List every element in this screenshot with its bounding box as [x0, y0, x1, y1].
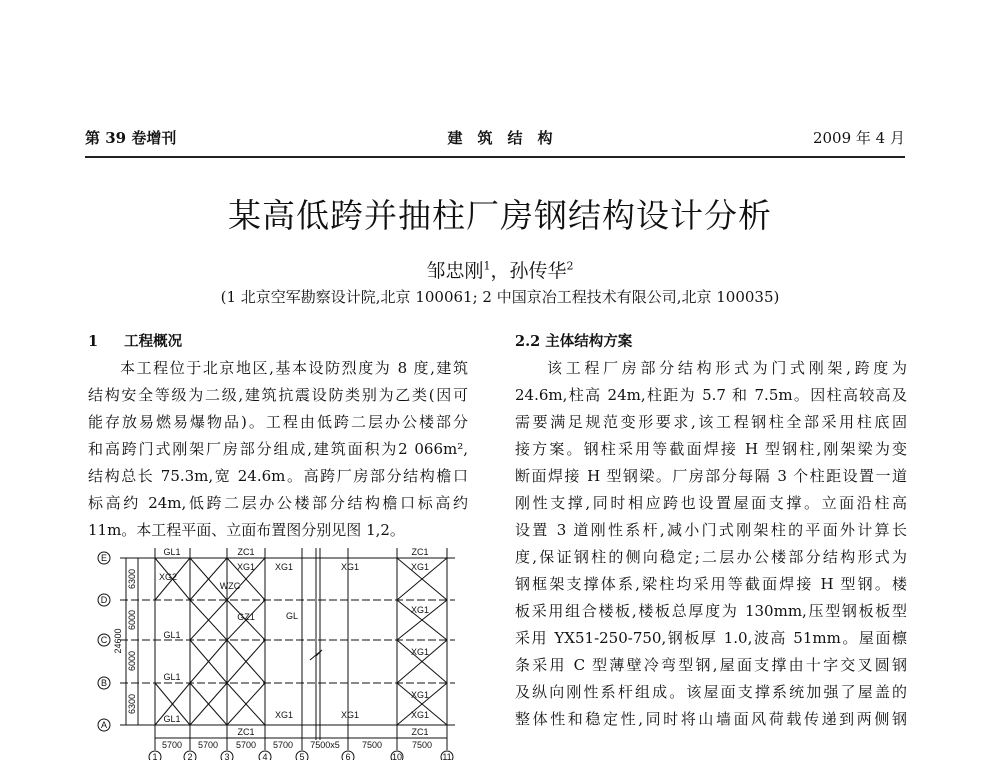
- paragraph-line: 度,保证钢柱的侧向稳定;二层办公楼部分结构形式为: [515, 548, 907, 566]
- member-label: ZC1: [411, 727, 429, 737]
- row-axis-label: B: [100, 678, 108, 688]
- paragraph-line: 24.6m,柱高 24m,柱距为 5.7 和 7.5m。因柱高较高及: [515, 386, 907, 404]
- paragraph-line: 结构安全等级为二级,建筑抗震设防类别为乙类(因可: [88, 386, 468, 404]
- column-dimension: 7500x5: [310, 740, 340, 750]
- column-axis-label: 1: [152, 752, 158, 760]
- member-label: GZ1: [237, 612, 255, 622]
- paper-title: 某高低跨并抽柱厂房钢结构设计分析: [228, 196, 772, 235]
- member-label: GL: [285, 611, 299, 621]
- paragraph-line: 设置 3 道刚性系杆,减小门式刚架柱的平面外计算长: [515, 521, 907, 539]
- member-label: XG1: [410, 690, 430, 700]
- author-1-affil: 1: [483, 259, 491, 273]
- member-label: XG1: [236, 562, 256, 572]
- paragraph-line: 刚性支撑,同时相应跨也设置屋面支撑。立面沿柱高: [515, 494, 907, 512]
- row-axis-label: D: [100, 595, 108, 605]
- column-axis-label: 6: [345, 752, 351, 760]
- member-label: XG1: [410, 605, 430, 615]
- section-heading: 2.2 主体结构方案: [515, 333, 633, 350]
- author-separator: ，: [490, 260, 510, 282]
- author-2-affil: 2: [566, 259, 574, 273]
- paragraph-line: 结构总长 75.3m,宽 24.6m。高跨厂房部分结构檐口: [88, 467, 468, 485]
- member-label: XG1: [274, 562, 294, 572]
- journal-name: 建 筑 结 构: [447, 129, 553, 147]
- paragraph-line: 标高约 24m,低跨二层办公楼部分结构檐口标高约: [88, 494, 468, 512]
- column-axis-label: 3: [224, 752, 230, 760]
- row-axis-label: C: [100, 635, 108, 645]
- paragraph-line: 和高跨门式刚架厂房部分组成,建筑面积为2 066m²,: [88, 440, 468, 458]
- paragraph-line: 能存放易燃易爆物品)。工程由低跨二层办公楼部分: [88, 413, 468, 431]
- row-dimension: 6000: [127, 609, 137, 631]
- paragraph-line: 钢框架支撑体系,梁柱均采用等截面焊接 H 型钢。楼: [515, 575, 907, 593]
- column-axis-label: 2: [187, 752, 193, 760]
- paragraph-line: 整体性和稳定性,同时将山墙面风荷载传递到两侧钢: [515, 710, 907, 728]
- member-label: XG1: [410, 710, 430, 720]
- column-dimension: 7500: [411, 740, 433, 750]
- row-dimension: 6000: [127, 650, 137, 672]
- column-axis-label: 10: [391, 752, 403, 760]
- author-1: 邹忠刚: [426, 260, 484, 282]
- column-dimension: 5700: [161, 740, 183, 750]
- journal-volume: 第 39 卷增刊: [85, 129, 177, 147]
- column-dimension: 5700: [272, 740, 294, 750]
- row-axis-label: A: [100, 720, 108, 730]
- row-dimension: 6300: [127, 693, 137, 715]
- member-label: GL1: [163, 547, 181, 557]
- member-label: XG1: [340, 710, 360, 720]
- paragraph-line: 采用 YX51-250-750,钢板厚 1.0,波高 51mm。屋面檩: [515, 629, 907, 647]
- member-label: XG1: [410, 647, 430, 657]
- member-label: GL1: [163, 630, 181, 640]
- member-label: ZC1: [237, 727, 255, 737]
- author-2: 孙传华: [509, 260, 567, 282]
- member-label: GL1: [163, 672, 181, 682]
- paragraph-line: 该工程厂房部分结构形式为门式刚架,跨度为: [547, 359, 907, 377]
- paragraph-line: 板采用组合楼板,楼板总厚度为 130mm,压型钢板板型: [515, 602, 907, 620]
- member-label: WZC: [219, 581, 241, 591]
- row-axis-label: E: [100, 553, 108, 563]
- affiliations: (1 北京空军勘察设计院,北京 100061; 2 中国京冶工程技术有限公司,北京 100035): [220, 288, 780, 306]
- section-title: 工程概况: [124, 333, 183, 350]
- paragraph-line: 本工程位于北京地区,基本设防烈度为 8 度,建筑: [120, 359, 468, 377]
- column-dimension: 5700: [197, 740, 219, 750]
- member-label: GL1: [163, 714, 181, 724]
- column-dimension: 7500: [361, 740, 383, 750]
- column-axis-label: 5: [299, 752, 305, 760]
- paragraph-line: 及纵向刚性系杆组成。该屋面支撑系统加强了屋盖的: [515, 683, 907, 701]
- member-label: ZC1: [237, 547, 255, 557]
- column-axis-label: 11: [442, 752, 452, 760]
- column-dimension: 5700: [235, 740, 257, 750]
- paragraph-line: 需要满足规范变形要求,该工程钢柱全部采用柱底固: [515, 413, 907, 431]
- member-label: XG1: [410, 562, 430, 572]
- paragraph-line: 断面焊接 H 型钢梁。厂房部分每隔 3 个柱距设置一道: [515, 467, 907, 485]
- member-label: XG1: [340, 562, 360, 572]
- paragraph-line: 条采用 C 型薄壁冷弯型钢,屋面支撑由十字交叉圆钢: [515, 656, 907, 674]
- section-number: 1: [88, 333, 99, 350]
- paragraph-line: 11m。本工程平面、立面布置图分别见图 1,2。: [88, 521, 405, 539]
- paragraph-line: 接方案。钢柱采用等截面焊接 H 型钢柱,刚架梁为变: [515, 440, 907, 458]
- row-dimension: 6300: [127, 568, 137, 590]
- member-label: ZC1: [411, 547, 429, 557]
- issue-date: 2009 年 4 月: [812, 129, 905, 147]
- total-dimension: 24600: [113, 628, 123, 654]
- member-label: XG1: [274, 710, 294, 720]
- member-label: XG2: [158, 572, 178, 582]
- column-axis-label: 4: [262, 752, 268, 760]
